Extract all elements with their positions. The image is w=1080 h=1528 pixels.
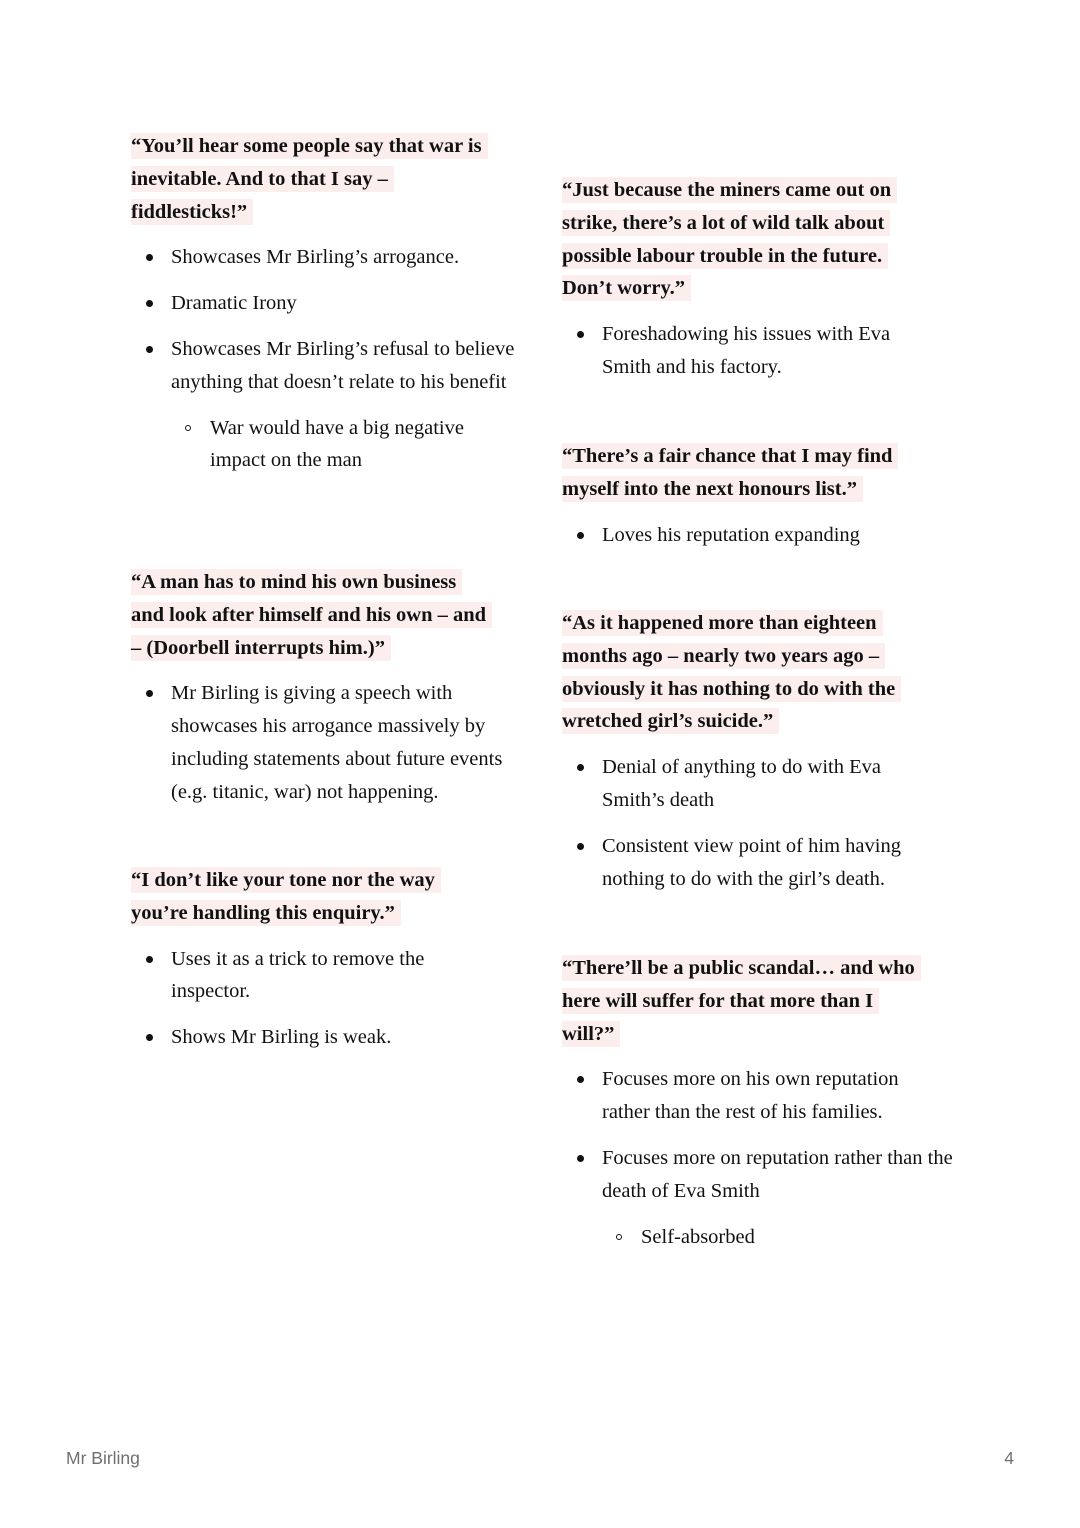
quote-line: will?” [562, 1021, 620, 1047]
quote [562, 174, 962, 305]
page-number: 4 [1004, 1448, 1014, 1468]
bullet-point: Foreshadowing his issues with Eva Smith and his factory. [562, 318, 937, 384]
quote-line: months ago – nearly two years ago – [562, 643, 885, 669]
quote-line: here will suffer for that more than I [562, 988, 879, 1014]
quote-block [131, 566, 531, 809]
quote-line: Don’t worry.” [562, 275, 691, 301]
right-column [562, 174, 962, 1248]
quote-line: strike, there’s a lot of wild talk about [562, 210, 890, 236]
quote-line: “A man has to mind his own business [131, 569, 462, 595]
bullet-list [562, 1063, 962, 1253]
bullet-point: Showcases Mr Birling’s arrogance. [131, 241, 531, 274]
bullet-point: Dramatic Irony [131, 287, 531, 320]
quote-line: “Just because the miners came out on [562, 177, 897, 203]
quote [131, 566, 531, 664]
quote-line: you’re handling this enquiry.” [131, 900, 401, 926]
quote-line: and look after himself and his own – and [131, 602, 492, 628]
quote-line: “There’s a fair chance that I may find [562, 443, 898, 469]
quote-line: “There’ll be a public scandal… and who [562, 955, 921, 981]
quote [131, 864, 531, 930]
quote-line: obviously it has nothing to do with the [562, 676, 901, 702]
bullet-point: Consistent view point of him having nothing to do with the girl’s death. [562, 830, 942, 896]
bullet-list [131, 241, 531, 477]
quote-line: – (Doorbell interrupts him.)” [131, 635, 391, 661]
quote-line: “You’ll hear some people say that war is [131, 133, 488, 159]
footer-title: Mr Birling [66, 1448, 140, 1468]
quote-block [562, 174, 962, 384]
quote-line: fiddlesticks!” [131, 199, 253, 225]
bullet-point: Uses it as a trick to remove the inspector. [131, 943, 491, 1009]
bullet-point: Denial of anything to do with Eva Smith’s death [562, 751, 937, 817]
bullet-point: Shows Mr Birling is weak. [131, 1021, 531, 1054]
quote [562, 440, 962, 506]
quote-line: “I don’t like your tone nor the way [131, 867, 441, 893]
quote-line: “As it happened more than eighteen [562, 610, 883, 636]
bullet-list [562, 519, 962, 552]
quote [562, 607, 962, 738]
quote-line: inevitable. And to that I say – [131, 166, 394, 192]
bullet-point: Mr Birling is giving a speech with showcases his arrogance massively by including statements about future events (e.g. titanic, war) not happening. [131, 677, 526, 808]
bullet-point: Showcases Mr Birling’s refusal to believe anything that doesn’t relate to his benefit [131, 333, 521, 399]
sub-bullet-point: War would have a big negative impact on the man [131, 412, 500, 478]
bullet-point: Loves his reputation expanding [562, 519, 962, 552]
bullet-point: Focuses more on reputation rather than the death of Eva Smith [562, 1142, 962, 1208]
left-column [131, 130, 531, 1049]
quote [131, 130, 531, 228]
quote-block [131, 864, 531, 1054]
quote-block [562, 952, 962, 1253]
quote-line: possible labour trouble in the future. [562, 243, 888, 269]
quote-block [131, 130, 531, 477]
quote-line: wretched girl’s suicide.” [562, 708, 779, 734]
bullet-list [131, 943, 531, 1054]
quote-block [562, 607, 962, 895]
bullet-list [562, 751, 962, 895]
bullet-list [131, 677, 531, 808]
quote-line: myself into the next honours list.” [562, 476, 863, 502]
bullet-point: Focuses more on his own reputation rather than the rest of his families. [562, 1063, 932, 1129]
quote [562, 952, 962, 1050]
sub-bullet-point: Self-absorbed [562, 1221, 962, 1254]
quote-block [562, 440, 962, 551]
bullet-list [562, 318, 962, 384]
